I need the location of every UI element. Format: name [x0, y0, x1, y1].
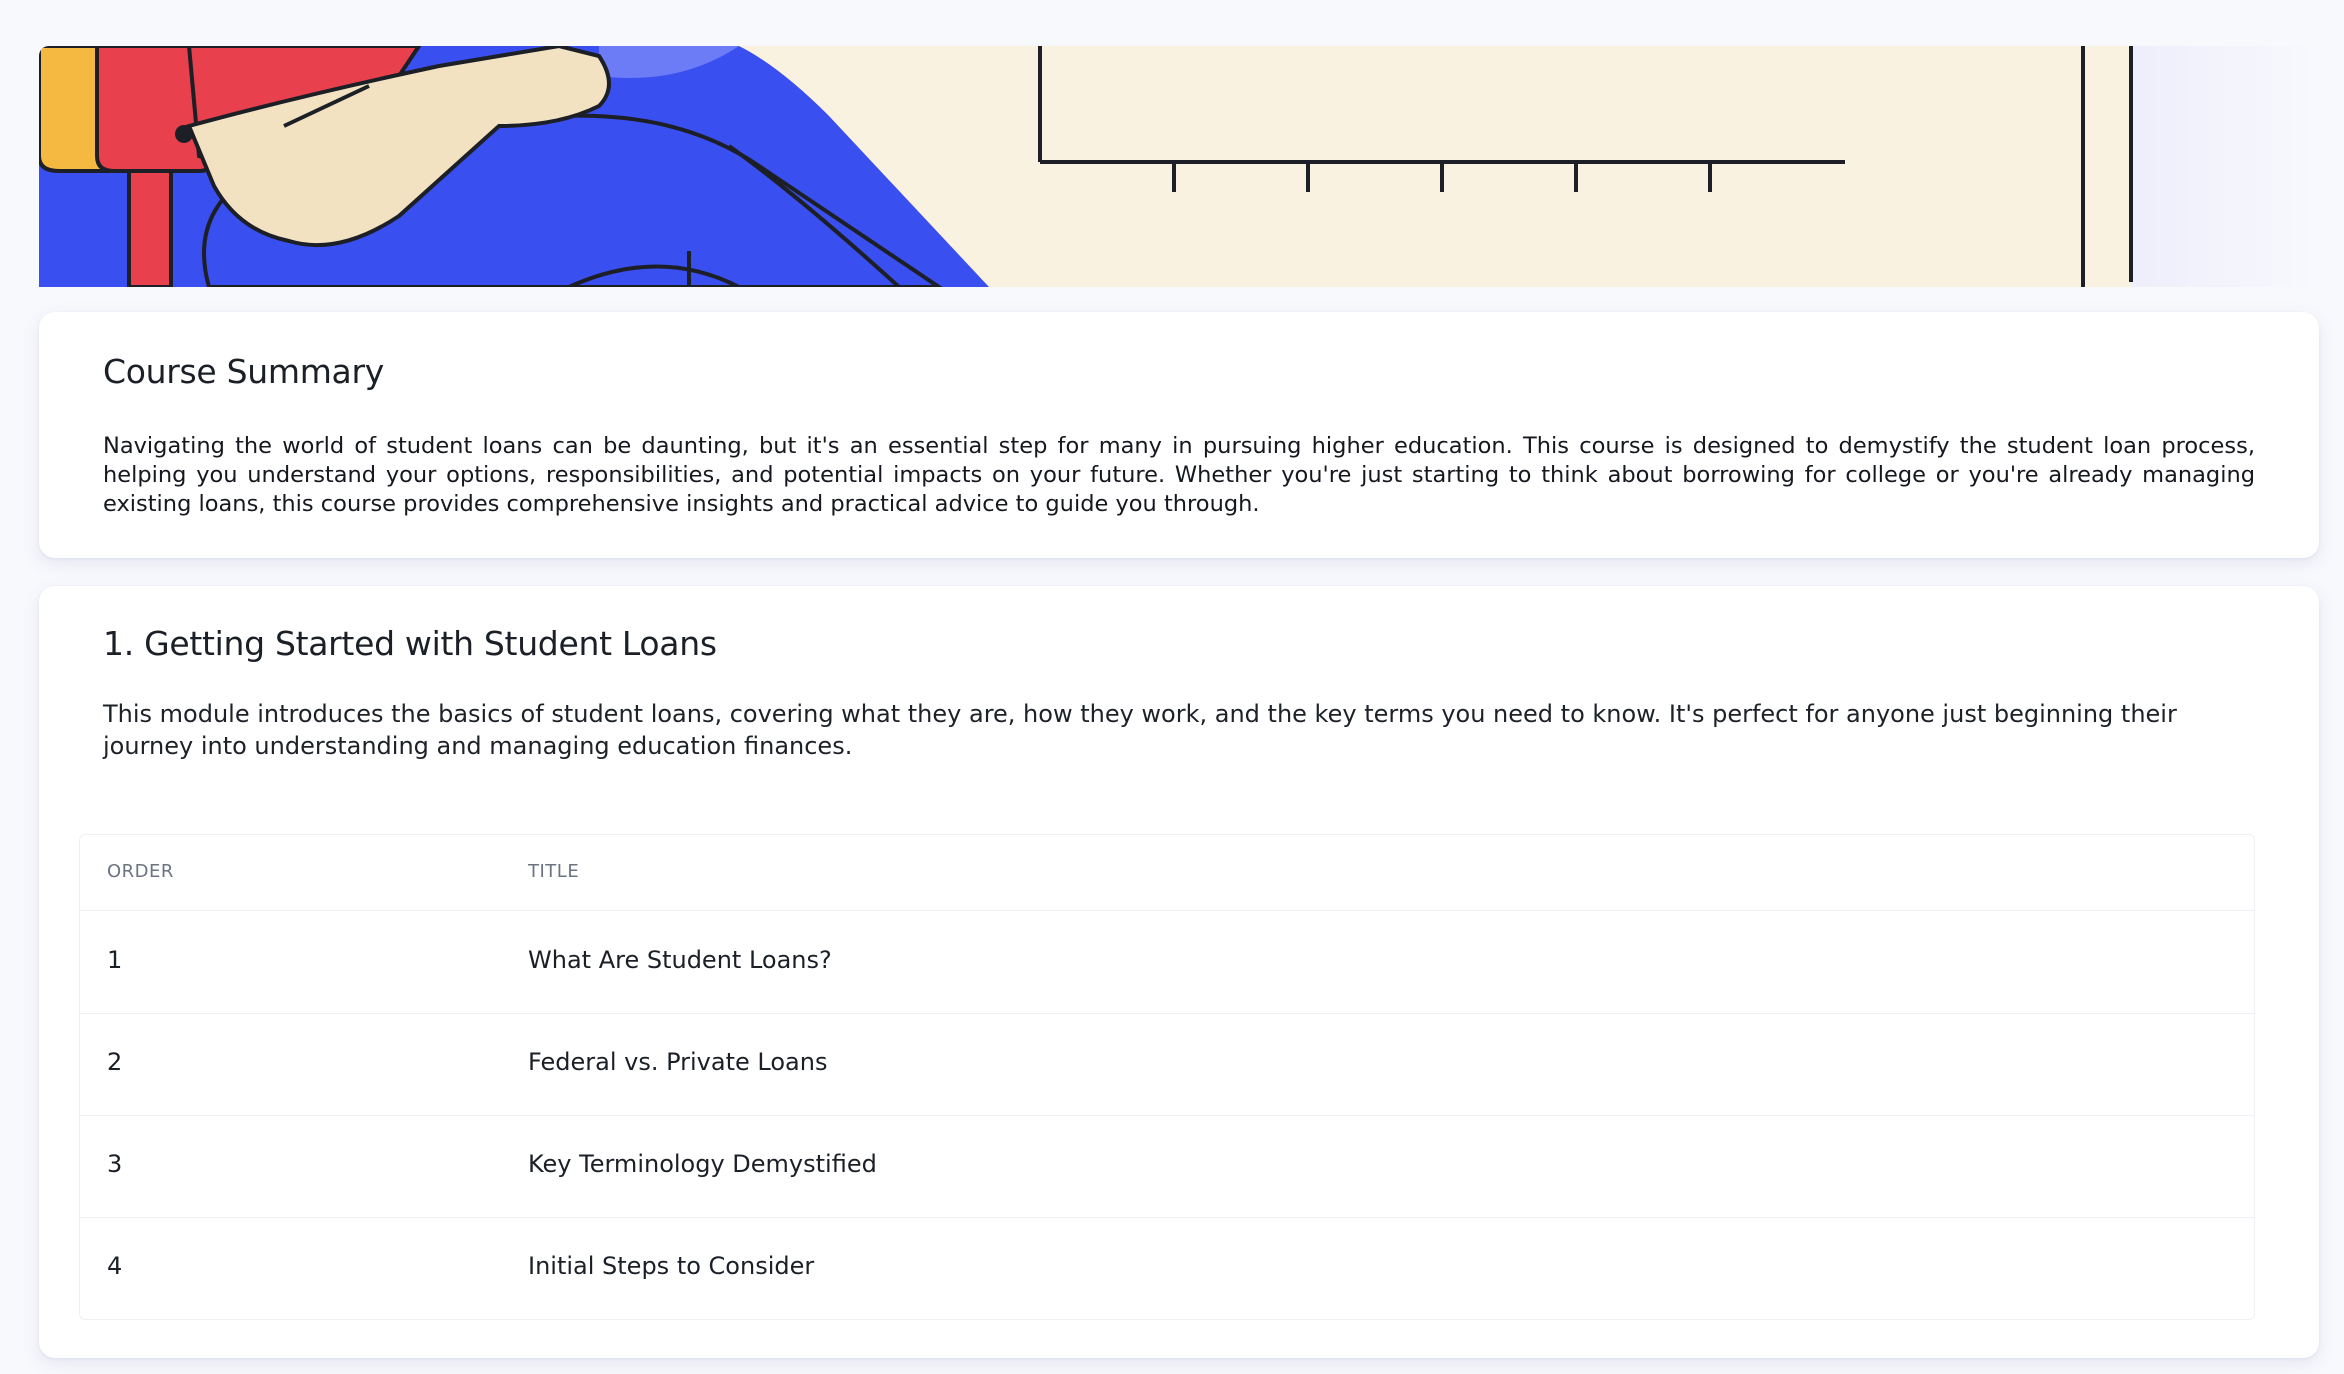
lesson-order: 4	[107, 1252, 123, 1280]
module-description: This module introduces the basics of student loans, covering what they are, how they work, and the key terms you need to know. It's perfect for anyone just beginning their journey into understanding and managing education finances.	[103, 700, 2177, 760]
table-row[interactable]	[80, 1014, 2254, 1116]
column-header-order: ORDER	[107, 861, 174, 882]
lesson-title[interactable]: Initial Steps to Consider	[528, 1252, 815, 1280]
lesson-order: 2	[107, 1048, 123, 1076]
table-row[interactable]	[80, 912, 2254, 1014]
module-card	[39, 586, 2319, 1358]
column-header-title: TITLE	[528, 861, 580, 882]
table-row[interactable]	[80, 1116, 2254, 1218]
lesson-title[interactable]: Federal vs. Private Loans	[528, 1048, 828, 1076]
lessons-table	[79, 834, 2255, 1320]
lesson-title[interactable]: Key Terminology Demystified	[528, 1150, 877, 1178]
course-summary-text: Navigating the world of student loans can be daunting, but it's an essential step for many in pursuing higher education. This course is designed to demystify the student loan process, helping you understand your options, responsibilities, and potential impacts on your future. Whether you're just starting to think about borrowing for college or you're already managing existing loans, this course provides comprehensive insights and practical advice to guide you through.	[103, 433, 2255, 517]
course-summary-title: Course Summary	[103, 352, 384, 391]
person-at-laptop-illustration	[39, 46, 2319, 287]
table-row[interactable]	[80, 1218, 2254, 1320]
hero-banner	[39, 46, 2319, 287]
lesson-order: 1	[107, 946, 123, 974]
lesson-title[interactable]: What Are Student Loans?	[528, 946, 832, 974]
lessons-table-header	[80, 835, 2254, 911]
course-summary-card	[39, 312, 2319, 558]
module-title: 1. Getting Started with Student Loans	[103, 624, 717, 663]
lesson-order: 3	[107, 1150, 123, 1178]
